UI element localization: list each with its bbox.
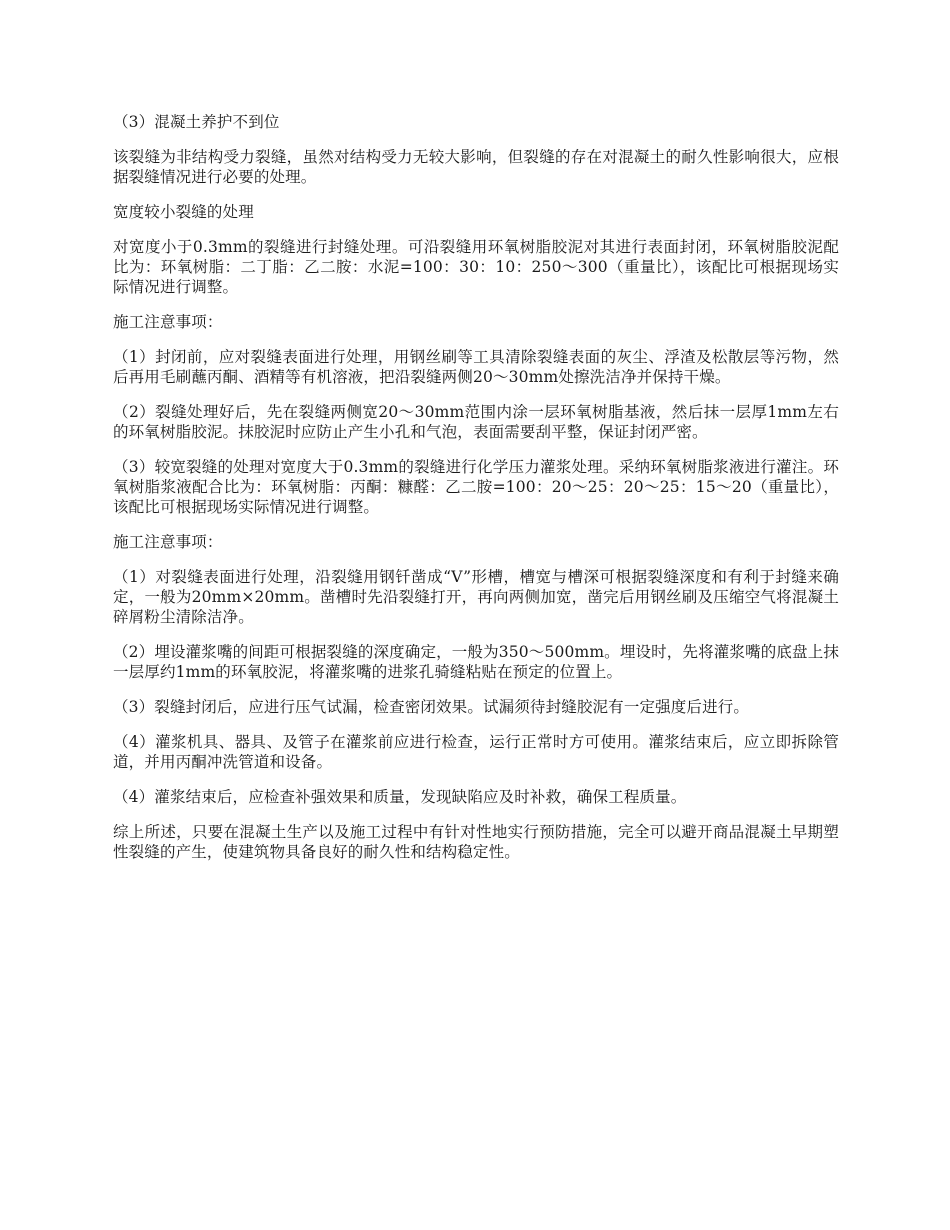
list-item-quality-check: （4）灌浆结束后，应检查补强效果和质量，发现缺陷应及时补救，确保工程质量。 [113,788,687,806]
list-item-equipment-check: （4）灌浆机具、器具、及管子在灌浆前应进行检查，运行正常时方可使用。灌浆结束后，应立即拆除管道，并用丙酮冲洗管道和设备。 [113,733,839,771]
subheading-construction-notes-2: 施工注意事项： [113,533,223,551]
section-heading-curing: （3）混凝土养护不到位 [113,113,280,131]
document-body [113,112,839,877]
subheading-construction-notes-1: 施工注意事项： [113,313,223,331]
section-heading-narrow-cracks: 宽度较小裂缝的处理 [113,203,254,221]
paragraph-sealing-method: 对宽度小于0.3mm的裂缝进行封缝处理。可沿裂缝用环氧树脂胶泥对其进行表面封闭，环氧树脂胶泥配比为：环氧树脂：二丁脂：乙二胺：水泥=100：30：10：250～300（重量比），该配比可根据现场实际情况进行调整。 [113,238,839,296]
paragraph-crack-description: 该裂缝为非结构受力裂缝，虽然对结构受力无较大影响，但裂缝的存在对混凝土的耐久性影响很大，应根据裂缝情况进行必要的处理。 [113,148,839,186]
list-item-epoxy-coating: （2）裂缝处理好后，先在裂缝两侧宽20～30mm范围内涂一层环氧树脂基液，然后抹一层厚1mm左右的环氧树脂胶泥。抹胶泥时应防止产生小孔和气泡，表面需要刮平整，保证封闭严密。 [113,403,839,441]
paragraph-conclusion: 综上所述，只要在混凝土生产以及施工过程中有针对性地实行预防措施，完全可以避开商品混凝土早期塑性裂缝的产生，使建筑物具备良好的耐久性和结构稳定性。 [113,823,839,861]
list-item-surface-cleaning: （1）封闭前，应对裂缝表面进行处理，用钢丝刷等工具清除裂缝表面的灰尘、浮渣及松散层等污物，然后再用毛刷蘸丙酮、酒精等有机溶液，把沿裂缝两侧20～30mm处擦洗洁净并保持干燥。 [113,348,839,386]
list-item-v-groove: （1）对裂缝表面进行处理，沿裂缝用钢钎凿成“V”形槽，槽宽与槽深可根据裂缝深度和有利于封缝来确定，一般为20mm×20mm。凿槽时先沿裂缝打开，再向两侧加宽，凿完后用钢丝刷及压缩空气将混凝土碎屑粉尘清除洁净。 [113,568,839,626]
list-item-leak-test: （3）裂缝封闭后，应进行压气试漏，检查密闭效果。试漏须待封缝胶泥有一定强度后进行。 [113,698,750,716]
list-item-grout-nozzle: （2）埋设灌浆嘴的间距可根据裂缝的深度确定，一般为350～500mm。埋设时，先将灌浆嘴的底盘上抹一层厚约1mm的环氧胶泥，将灌浆嘴的进浆孔骑缝粘贴在预定的位置上。 [113,643,839,681]
list-item-wide-cracks-grouting: （3）较宽裂缝的处理对宽度大于0.3mm的裂缝进行化学压力灌浆处理。采纳环氧树脂浆液进行灌注。环氧树脂浆液配合比为：环氧树脂：丙酮：糠醛：乙二胺=100：20～25：20～25：15～20（重量比），该配比可根据现场实际情况进行调整。 [113,458,839,516]
